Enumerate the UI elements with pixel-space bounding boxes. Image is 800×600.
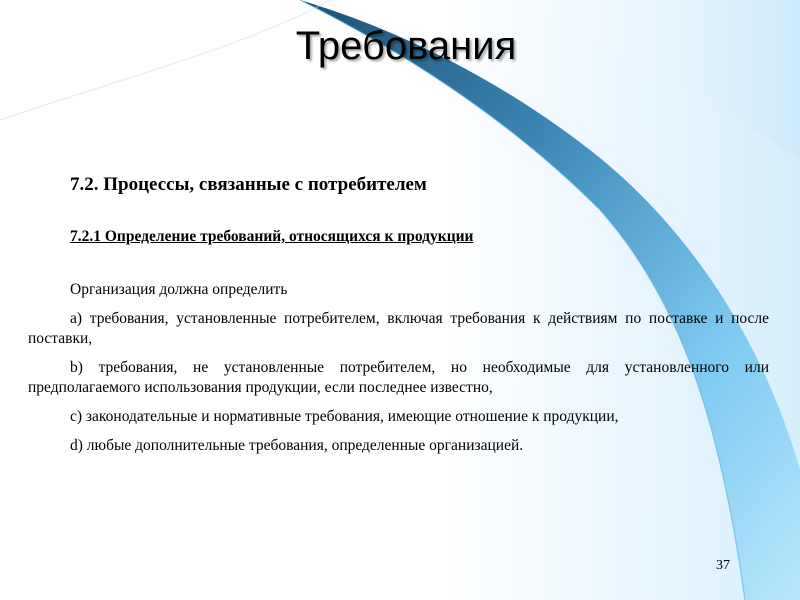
- slide-content: [28, 170, 769, 456]
- requirement-item-d: d) любые дополнительные требования, определенные организацией.: [70, 437, 524, 454]
- section-heading: 7.2. Процессы, связанные с потребителем: [70, 174, 427, 195]
- requirement-item-c: с) законодательные и нормативные требования, имеющие отношение к продукции,: [70, 408, 619, 425]
- subsection-heading: 7.2.1 Определение требований, относящихся к продукции: [70, 228, 474, 245]
- slide-title: Требования: [295, 24, 517, 68]
- requirement-item-a: а) требования, установленные потребителем, включая требования к действиям по поставке и после поставки,: [28, 310, 769, 347]
- page-number: 37: [716, 558, 730, 573]
- requirement-item-b: b) требования, не установленные потребителем, но необходимые для установленного или предполагаемого использования продукции, если последнее известно,: [28, 359, 769, 396]
- intro-text: Организация должна определить: [70, 281, 288, 298]
